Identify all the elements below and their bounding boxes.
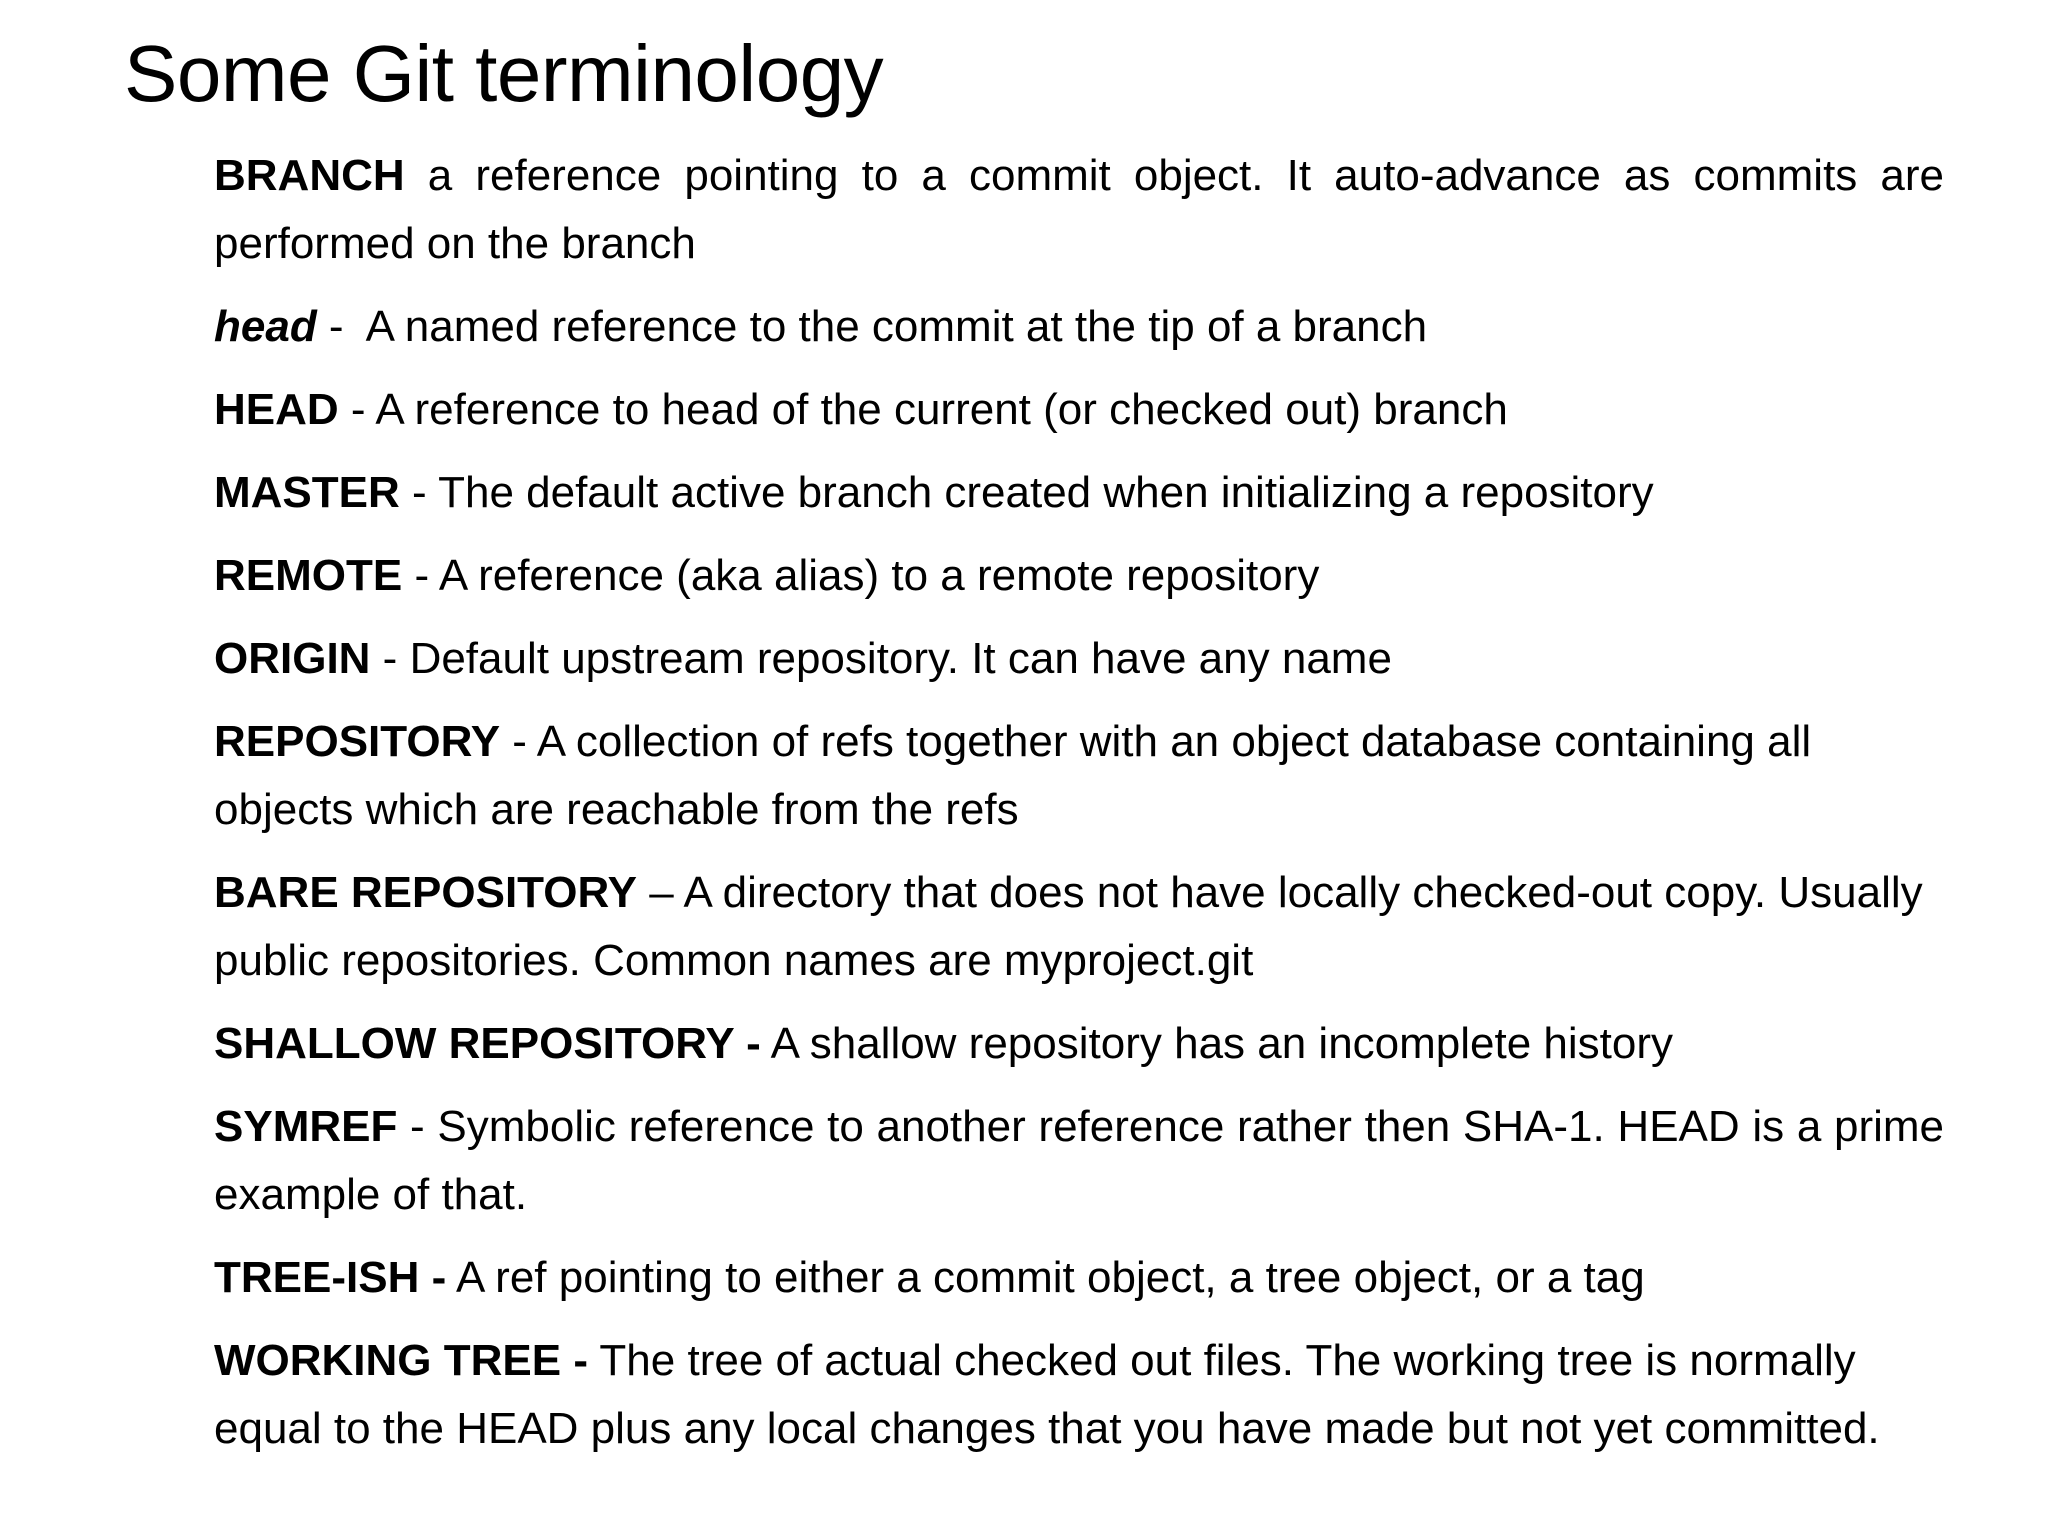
- slide-title: Some Git terminology: [124, 29, 884, 118]
- term-name: TREE-ISH -: [214, 1253, 447, 1302]
- term-name: REPOSITORY: [214, 717, 501, 766]
- term-list: [214, 142, 1944, 1463]
- term-separator: [446, 1253, 456, 1302]
- term-branch: [214, 142, 1944, 278]
- term-separator: -: [402, 551, 439, 600]
- term-remote: [214, 542, 1944, 610]
- term-separator: [588, 1336, 599, 1385]
- term-definition: A reference (aka alias) to a remote repository: [438, 551, 1320, 600]
- term-definition: Default upstream repository. It can have any name: [409, 634, 1392, 683]
- term-origin: [214, 625, 1944, 693]
- term-name: SHALLOW REPOSITORY -: [214, 1019, 761, 1068]
- term-definition: The tree of actual checked out files. The working tree is normally equal to the HEAD plus any local changes that you have made but not yet committed.: [214, 1336, 1880, 1453]
- term-separator: -: [316, 302, 366, 351]
- term-definition: A named reference to the commit at the tip of a branch: [365, 302, 1428, 351]
- term-tree-ish: [214, 1244, 1944, 1312]
- term-separator: -: [500, 717, 537, 766]
- term-definition: A directory that does not have locally checked-out copy. Usually public repositories. Common names are myproject.git: [214, 868, 1923, 985]
- term-name: BRANCH: [214, 151, 405, 200]
- term-definition: a reference pointing to a commit object. It auto-advance as commits are performed on the branch: [214, 151, 1944, 268]
- term-definition: A collection of refs together with an object database containing all objects which are reachable from the refs: [214, 717, 1812, 834]
- term-separator: -: [397, 1102, 438, 1151]
- term-definition: The default active branch created when initializing a repository: [438, 468, 1654, 517]
- term-bare-repository: [214, 859, 1944, 995]
- term-definition: A ref pointing to either a commit object, a tree object, or a tag: [456, 1253, 1645, 1302]
- term-repository: [214, 708, 1944, 844]
- term-symref: [214, 1093, 1944, 1229]
- term-name: ORIGIN: [214, 634, 371, 683]
- term-separator: [405, 151, 428, 200]
- term-name: WORKING TREE -: [214, 1336, 588, 1385]
- term-definition: A shallow repository has an incomplete history: [770, 1019, 1674, 1068]
- term-definition: Symbolic reference to another reference rather then SHA-1. HEAD is a prime example of that.: [214, 1102, 1944, 1219]
- term-name: REMOTE: [214, 551, 403, 600]
- term-separator: -: [399, 468, 439, 517]
- term-separator: -: [338, 385, 376, 434]
- term-definition: A reference to head of the current (or checked out) branch: [375, 385, 1508, 434]
- term-separator: [761, 1019, 771, 1068]
- term-name: BARE REPOSITORY: [214, 868, 637, 917]
- term-shallow-repository: [214, 1010, 1944, 1078]
- term-separator: -: [370, 634, 410, 683]
- term-master: [214, 459, 1944, 527]
- term-head: [214, 376, 1944, 444]
- term-name: SYMREF: [214, 1102, 398, 1151]
- term-separator: –: [636, 868, 684, 917]
- term-name: head: [214, 302, 317, 351]
- term-working-tree: [214, 1327, 1944, 1463]
- term-name: MASTER: [214, 468, 400, 517]
- term-head-lowercase: [214, 293, 1944, 361]
- term-name: HEAD: [214, 385, 339, 434]
